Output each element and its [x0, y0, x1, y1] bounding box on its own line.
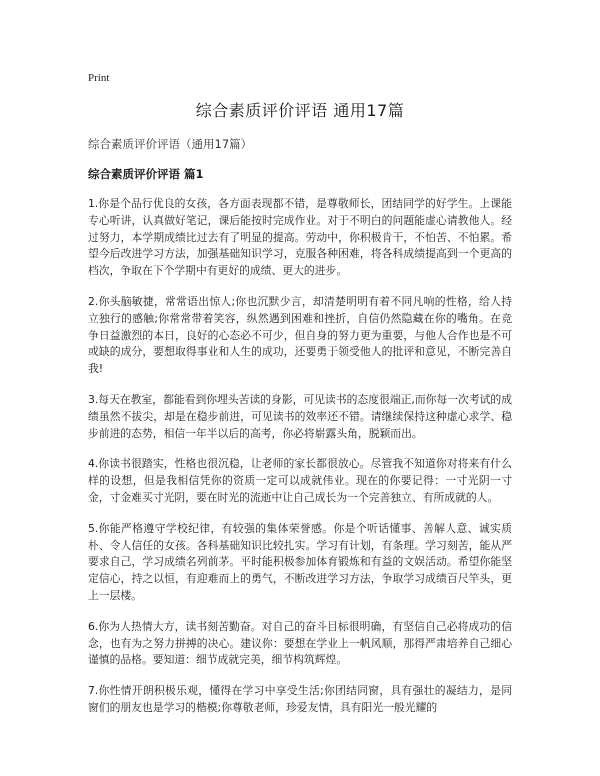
document-title: 综合素质评价评语 通用17篇: [195, 101, 405, 120]
paragraph-7: 7.你性情开朗积极乐观，懂得在学习中享受生活;你团结同窗，具有强壮的凝结力，是同窗们的朋友也是学习的楷模;你尊敬老师，珍爱友情，具有阳光一般光耀的: [88, 684, 512, 714]
document-subtitle: 综合素质评价评语（通用17篇）: [88, 137, 253, 151]
paragraph-6: 6.你为人热情大方，读书刻苦勤奋。对自己的奋斗目标很明确，有坚信自己必将成功的信念，也有为之努力拼搏的决心。建议你：要想在学业上一帆风顺，那得严肃培养自己细心谨慎的品格。要知道：细节成就完美，细节构筑辉煌。: [88, 619, 512, 667]
print-link[interactable]: Print: [88, 72, 110, 84]
paragraph-1: 1.你是个品行优良的女孩，各方面表现都不错，是尊敬师长，团结同学的好学生。上课能专心听讲，认真做好笔记，课后能按时完成作业。对于不明白的问题能虚心请教他人。经过努力，本学期成绩比过去有了明显的提高。劳动中，你积极肯干，不怕苦、不怕累。希望今后改进学习方法，加强基础知识学习，克服各种困难，将各科成绩提高到一个更高的档次，争取在下个学期中有更好的成绩、更大的进步。: [88, 197, 512, 278]
paragraph-4: 4.你读书很踏实，性格也很沉稳，让老师的家长都很放心。尽管我不知道你对将来有什么样的设想，但是我相信凭你的资质一定可以成就伟业。现在的你要记得：一寸光阴一寸金，寸金难买寸光阴，要在时光的流逝中让自己成长为一个完善独立、有所成就的人。: [88, 457, 512, 504]
paragraph-5: 5.你能严格遵守学校纪律，有较强的集体荣誉感。你是个听话懂事、善解人意、诚实质朴、令人信任的女孩。各科基础知识比较扎实。学习有计划，有条理。学习刻苦，能从严要求自己，学习成绩名列前茅。平时能积极参加体育锻炼和有益的文娱活动。希望你能坚定信心，持之以恒，有迎难而上的勇气，不断改进学习方法，争取学习成绩百尺竿头，更上一层楼。: [88, 521, 512, 602]
paragraph-2: 2.你头脑敏捷，常常语出惊人;你也沉默少言，却清楚明明有着不同凡响的性格，给人持立独行的感触;你常常带着笑容，纵然遇到困难和挫折，自信仍然隐藏在你的嘴角。在竞争日益激烈的本日，良好的心态必不可少，但自身的努力更为重要，与他人合作也是不可或缺的成分，要想取得事业和人生的成功，还要勇于领受他人的批评和意见，不断完善自我!: [88, 294, 512, 376]
paragraph-3: 3.每天在教室，都能看到你埋头苦读的身影，可见读书的态度很端正,而你每一次考试的成绩虽然不拔尖，却是在稳步前进，可见读书的效率还不错。请继续保持这种虚心求学、稳步前进的态势，相信一年半以后的高考，你必将崭露头角，脱颖而出。: [88, 392, 513, 440]
section-title: 综合素质评价评语 篇1: [88, 167, 204, 181]
